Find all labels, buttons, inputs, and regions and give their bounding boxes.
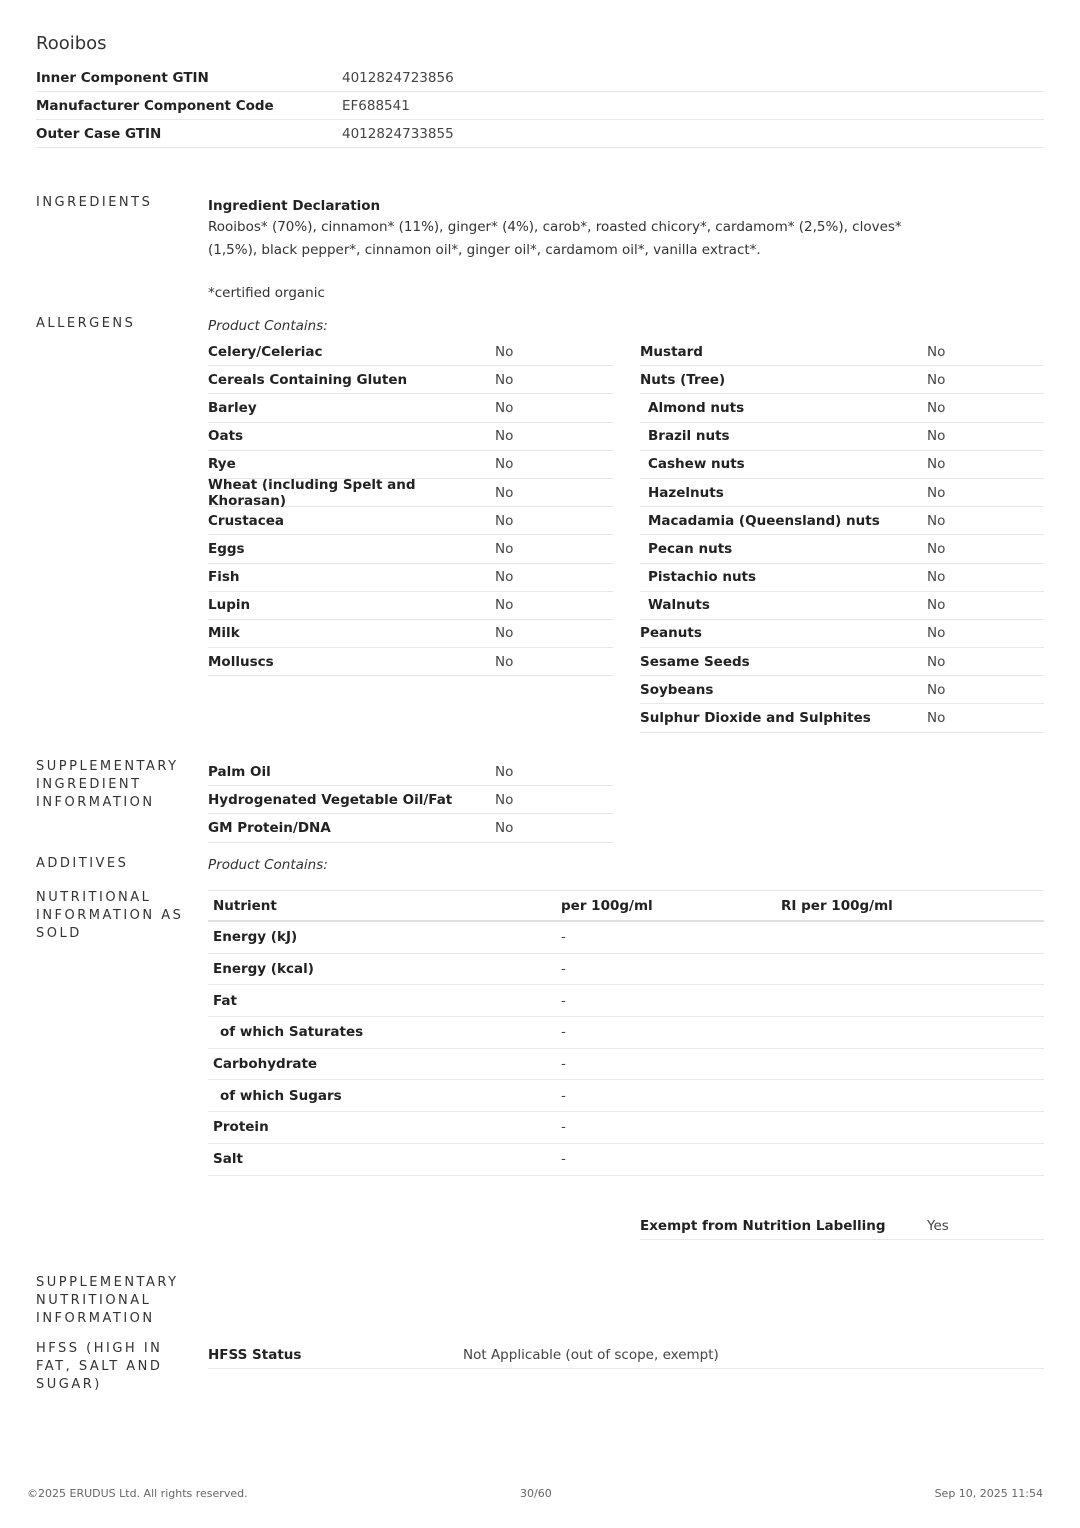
nutrition-nutrient: Energy (kJ) — [213, 929, 298, 946]
section-label-additives: ADDITIVES — [36, 856, 129, 871]
allergen-row-value: No — [927, 710, 946, 727]
nutrition-table — [208, 890, 1044, 1176]
allergen-row-value: No — [927, 653, 946, 670]
allergen-row — [640, 479, 1044, 507]
allergen-row-label: Peanuts — [640, 625, 702, 642]
hfss-row — [208, 1341, 1044, 1369]
allergen-row-label: Hazelnuts — [648, 484, 724, 501]
allergen-row-label: Fish — [208, 569, 240, 586]
supplementary-row-value: No — [495, 763, 514, 780]
exempt-label: Exempt from Nutrition Labelling — [640, 1217, 886, 1234]
hfss-value: Not Applicable (out of scope, exempt) — [463, 1346, 719, 1363]
section-label-ingredients: INGREDIENTS — [36, 195, 153, 210]
allergen-row-label: Cereals Containing Gluten — [208, 371, 408, 388]
allergen-row — [640, 564, 1044, 592]
allergen-row-value: No — [927, 456, 946, 473]
nutrition-row — [208, 1080, 1044, 1112]
supplementary-row-label: Hydrogenated Vegetable Oil/Fat — [208, 791, 453, 808]
allergen-row-value: No — [495, 456, 514, 473]
allergen-row-label: Pecan nuts — [648, 540, 733, 557]
nutrition-row — [208, 985, 1044, 1017]
allergen-row-label: Macadamia (Queensland) nuts — [648, 512, 880, 529]
allergen-row — [640, 592, 1044, 620]
supplementary-row-label: Palm Oil — [208, 763, 271, 780]
allergen-row-label: Crustacea — [208, 512, 285, 529]
allergen-row-value: No — [495, 399, 514, 416]
nutrition-nutrient: Fat — [213, 992, 237, 1009]
nutrition-per100: - — [561, 929, 566, 946]
allergen-row — [208, 535, 613, 563]
allergen-row — [640, 338, 1044, 366]
section-label-supplementary-nutritional: SUPPLEMENTARY NUTRITIONAL INFORMATION — [36, 1275, 179, 1326]
allergen-row-label: Soybeans — [640, 681, 714, 698]
allergen-row-label: Sulphur Dioxide and Sulphites — [640, 710, 871, 727]
code-value: 4012824733855 — [342, 125, 454, 142]
allergen-row-value: No — [927, 343, 946, 360]
nutrition-per100: - — [561, 992, 566, 1009]
allergen-row — [208, 592, 613, 620]
allergen-row-value: No — [495, 540, 514, 557]
allergen-row-label: Lupin — [208, 597, 251, 614]
supplementary-row — [208, 814, 613, 842]
code-label: Inner Component GTIN — [36, 69, 209, 86]
code-row — [36, 92, 1044, 120]
hfss-label: HFSS Status — [208, 1346, 302, 1363]
allergen-row-value: No — [927, 569, 946, 586]
allergen-row-value: No — [927, 371, 946, 388]
section-label-supplementary-ingredient: SUPPLEMENTARY INGREDIENT INFORMATION — [36, 759, 179, 810]
footer-page-number: 30/60 — [520, 1487, 552, 1500]
allergen-row-label: Cashew nuts — [648, 456, 745, 473]
nutrition-nutrient: Salt — [213, 1151, 243, 1168]
allergen-row-label: Sesame Seeds — [640, 653, 750, 670]
allergen-row-label: Mustard — [640, 343, 703, 360]
nutrition-per100: - — [561, 1119, 566, 1136]
allergen-row — [640, 648, 1044, 676]
allergen-row — [208, 338, 613, 366]
allergen-row-value: No — [495, 569, 514, 586]
nutrition-per100: - — [561, 1024, 566, 1041]
code-label: Outer Case GTIN — [36, 125, 162, 142]
allergen-row-value: No — [927, 625, 946, 642]
allergen-row-label: Brazil nuts — [648, 428, 730, 445]
allergen-row-label: Wheat (including Spelt and Khorasan) — [208, 476, 416, 509]
nutrition-header-row — [208, 890, 1044, 922]
allergen-row-value: No — [927, 597, 946, 614]
nutrition-row — [208, 1144, 1044, 1176]
allergen-row-label: Pistachio nuts — [648, 569, 757, 586]
allergen-row — [640, 507, 1044, 535]
allergen-row — [640, 704, 1044, 732]
supplementary-row-value: No — [495, 791, 514, 808]
allergen-row — [208, 451, 613, 479]
nutrition-per100: - — [561, 961, 566, 978]
ingredient-note: *certified organic — [208, 285, 325, 301]
allergen-row — [208, 564, 613, 592]
nutrition-nutrient: Protein — [213, 1119, 269, 1136]
allergen-row — [208, 507, 613, 535]
allergen-row-label: Nuts (Tree) — [640, 371, 726, 388]
nutrition-nutrient: of which Saturates — [220, 1024, 364, 1041]
nutrition-header-ri: RI per 100g/ml — [781, 897, 893, 914]
allergen-row-label: Barley — [208, 399, 257, 416]
code-row — [36, 120, 1044, 148]
section-label-nutritional: NUTRITIONAL INFORMATION AS SOLD — [36, 890, 184, 941]
code-label: Manufacturer Component Code — [36, 97, 274, 114]
supplementary-row-label: GM Protein/DNA — [208, 819, 331, 836]
allergen-row-value: No — [495, 428, 514, 445]
code-value: 4012824723856 — [342, 69, 454, 86]
allergen-row — [640, 620, 1044, 648]
code-value: EF688541 — [342, 97, 410, 114]
nutrition-row — [208, 1049, 1044, 1081]
ingredient-declaration — [208, 196, 928, 304]
supplementary-row — [208, 758, 613, 786]
allergen-row-value: No — [927, 540, 946, 557]
section-label-allergens: ALLERGENS — [36, 316, 136, 331]
additives-contains-label: Product Contains: — [208, 857, 328, 873]
allergen-row-value: No — [495, 512, 514, 529]
allergen-row-label: Oats — [208, 428, 244, 445]
supplementary-row-value: No — [495, 819, 514, 836]
codes-table — [36, 64, 1044, 148]
footer-date: Sep 10, 2025 11:54 — [934, 1487, 1043, 1500]
exempt-value: Yes — [927, 1217, 949, 1234]
allergen-row — [640, 394, 1044, 422]
nutrition-header-nutrient: Nutrient — [213, 897, 277, 914]
nutrition-row — [208, 1017, 1044, 1049]
allergen-row-value: No — [927, 399, 946, 416]
nutrition-row — [208, 922, 1044, 954]
allergen-row — [208, 366, 613, 394]
allergen-row — [640, 451, 1044, 479]
allergen-row-label: Celery/Celeriac — [208, 343, 323, 360]
allergen-row-value: No — [495, 625, 514, 642]
allergen-row — [208, 648, 613, 676]
allergens-right-column — [640, 338, 1044, 733]
nutrition-per100: - — [561, 1151, 566, 1168]
allergen-row — [208, 620, 613, 648]
allergen-row-value: No — [927, 428, 946, 445]
allergen-row — [640, 423, 1044, 451]
supplementary-ingredient-column — [208, 758, 613, 843]
allergen-row-value: No — [927, 512, 946, 529]
nutrition-row — [208, 954, 1044, 986]
ingredient-declaration-title: Ingredient Declaration — [208, 198, 381, 214]
allergen-row — [640, 676, 1044, 704]
exempt-row — [640, 1212, 1044, 1240]
nutrition-nutrient: Carbohydrate — [213, 1056, 318, 1073]
nutrition-per100: - — [561, 1087, 566, 1104]
allergen-row-value: No — [495, 597, 514, 614]
allergen-row-value: No — [927, 681, 946, 698]
allergens-left-column — [208, 338, 613, 676]
allergen-row-label: Rye — [208, 456, 236, 473]
nutrition-nutrient: of which Sugars — [220, 1087, 342, 1104]
allergen-row — [208, 476, 613, 509]
nutrition-nutrient: Energy (kcal) — [213, 961, 314, 978]
allergen-row — [640, 535, 1044, 563]
allergen-row-value: No — [495, 371, 514, 388]
nutrition-header-per100: per 100g/ml — [561, 897, 653, 914]
allergen-row-label: Milk — [208, 625, 240, 642]
allergen-row-value: No — [927, 484, 946, 501]
footer-copyright: ©2025 ERUDUS Ltd. All rights reserved. — [27, 1487, 248, 1500]
nutrition-per100: - — [561, 1056, 566, 1073]
ingredient-declaration-text: Rooibos* (70%), cinnamon* (11%), ginger* (4%), carob*, roasted chicory*, cardamom* (2,5%), cloves* (1,5%), black pepper*, cinnamon oil*, ginger oil*, cardamom oil*, vanilla extract*. — [208, 219, 902, 258]
product-title: Rooibos — [36, 33, 107, 54]
allergen-row-value: No — [495, 343, 514, 360]
code-row — [36, 64, 1044, 92]
section-label-hfss: HFSS (HIGH IN FAT, SALT AND SUGAR) — [36, 1341, 163, 1392]
nutrition-table-body — [208, 922, 1044, 1176]
allergen-row-label: Almond nuts — [648, 399, 745, 416]
allergen-row-label: Walnuts — [648, 597, 710, 614]
allergen-row-value: No — [495, 484, 514, 501]
exempt-block — [640, 1212, 1044, 1240]
allergen-row — [208, 423, 613, 451]
allergen-row — [640, 366, 1044, 394]
allergens-contains-label: Product Contains: — [208, 318, 328, 334]
supplementary-row — [208, 786, 613, 814]
allergen-row-label: Molluscs — [208, 653, 274, 670]
nutrition-row — [208, 1112, 1044, 1144]
allergen-row — [208, 394, 613, 422]
allergen-row-label: Eggs — [208, 540, 245, 557]
allergen-row-value: No — [495, 653, 514, 670]
